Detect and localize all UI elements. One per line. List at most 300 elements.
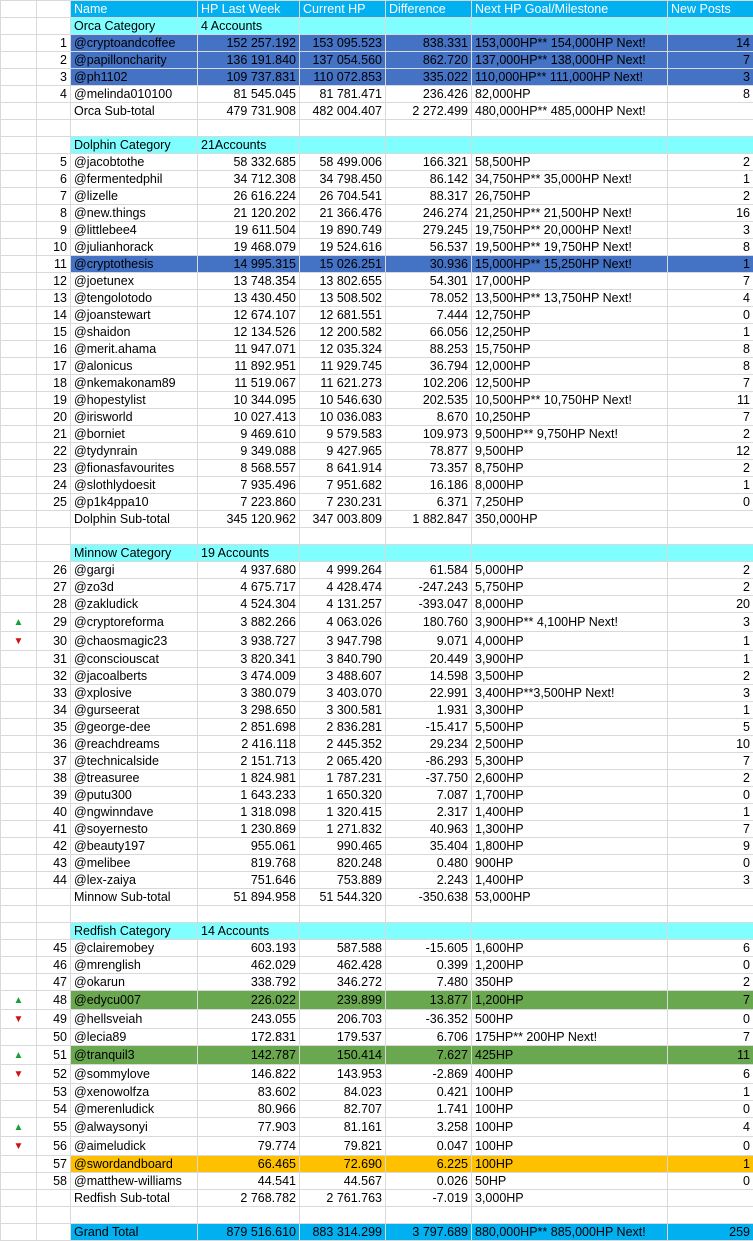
new-posts[interactable]: 1 bbox=[668, 651, 753, 668]
next-goal[interactable]: 10,250HP bbox=[472, 409, 668, 426]
empty-cell[interactable] bbox=[37, 1224, 71, 1241]
next-goal[interactable]: 21,250HP** 21,500HP Next! bbox=[472, 205, 668, 222]
hp-last-week[interactable]: 7 223.860 bbox=[198, 494, 300, 511]
next-goal[interactable]: 5,300HP bbox=[472, 753, 668, 770]
rank-down-icon[interactable] bbox=[1, 1137, 37, 1156]
account-name[interactable]: @beauty197 bbox=[71, 838, 198, 855]
account-name[interactable]: @technicalside bbox=[71, 753, 198, 770]
new-posts[interactable]: 0 bbox=[668, 1010, 753, 1029]
hp-difference[interactable]: 78.877 bbox=[386, 443, 472, 460]
next-goal[interactable]: 15,750HP bbox=[472, 341, 668, 358]
empty-cell[interactable] bbox=[1, 341, 37, 358]
hp-difference[interactable]: 862.720 bbox=[386, 52, 472, 69]
subtotal-hp-last-week[interactable]: 479 731.908 bbox=[198, 103, 300, 120]
new-posts[interactable]: 10 bbox=[668, 736, 753, 753]
next-goal[interactable]: 8,000HP bbox=[472, 477, 668, 494]
next-goal[interactable]: 100HP bbox=[472, 1118, 668, 1137]
next-goal[interactable]: 350HP bbox=[472, 974, 668, 991]
current-hp[interactable]: 137 054.560 bbox=[300, 52, 386, 69]
empty-cell[interactable] bbox=[1, 753, 37, 770]
account-name[interactable]: @reachdreams bbox=[71, 736, 198, 753]
new-posts[interactable]: 2 bbox=[668, 668, 753, 685]
rank-number[interactable]: 12 bbox=[37, 273, 71, 290]
new-posts[interactable]: 7 bbox=[668, 821, 753, 838]
hp-last-week[interactable]: 12 134.526 bbox=[198, 324, 300, 341]
hp-difference[interactable]: 838.331 bbox=[386, 35, 472, 52]
current-hp[interactable]: 10 546.630 bbox=[300, 392, 386, 409]
hp-difference[interactable]: 78.052 bbox=[386, 290, 472, 307]
hp-last-week[interactable]: 152 257.192 bbox=[198, 35, 300, 52]
empty-cell[interactable] bbox=[472, 923, 668, 940]
hp-difference[interactable]: -37.750 bbox=[386, 770, 472, 787]
empty-cell[interactable] bbox=[198, 528, 300, 545]
hp-last-week[interactable]: 146.822 bbox=[198, 1065, 300, 1084]
current-hp[interactable]: 1 650.320 bbox=[300, 787, 386, 804]
current-hp[interactable]: 19 890.749 bbox=[300, 222, 386, 239]
subtotal-current-hp[interactable]: 482 004.407 bbox=[300, 103, 386, 120]
empty-cell[interactable] bbox=[1, 719, 37, 736]
current-hp[interactable]: 7 230.231 bbox=[300, 494, 386, 511]
current-hp[interactable]: 179.537 bbox=[300, 1029, 386, 1046]
current-hp[interactable]: 9 427.965 bbox=[300, 443, 386, 460]
account-name[interactable]: @jacobtothe bbox=[71, 154, 198, 171]
new-posts[interactable]: 2 bbox=[668, 770, 753, 787]
rank-number[interactable]: 4 bbox=[37, 86, 71, 103]
rank-number[interactable]: 55 bbox=[37, 1118, 71, 1137]
hp-last-week[interactable]: 9 349.088 bbox=[198, 443, 300, 460]
empty-cell[interactable] bbox=[37, 889, 71, 906]
new-posts[interactable]: 1 bbox=[668, 1156, 753, 1173]
hp-last-week[interactable]: 4 675.717 bbox=[198, 579, 300, 596]
next-goal[interactable]: 12,000HP bbox=[472, 358, 668, 375]
rank-number[interactable]: 37 bbox=[37, 753, 71, 770]
new-posts[interactable]: 7 bbox=[668, 409, 753, 426]
subtotal-label[interactable]: Dolphin Sub-total bbox=[71, 511, 198, 528]
rank-number[interactable]: 46 bbox=[37, 957, 71, 974]
next-goal[interactable]: 26,750HP bbox=[472, 188, 668, 205]
empty-cell[interactable] bbox=[37, 1, 71, 18]
empty-cell[interactable] bbox=[1, 923, 37, 940]
account-name[interactable]: @alonicus bbox=[71, 358, 198, 375]
account-name[interactable]: @hopestylist bbox=[71, 392, 198, 409]
hp-difference[interactable]: 7.087 bbox=[386, 787, 472, 804]
rank-number[interactable]: 49 bbox=[37, 1010, 71, 1029]
new-posts[interactable]: 2 bbox=[668, 460, 753, 477]
hp-last-week[interactable]: 44.541 bbox=[198, 1173, 300, 1190]
hp-difference[interactable]: 2.243 bbox=[386, 872, 472, 889]
rank-number[interactable]: 11 bbox=[37, 256, 71, 273]
empty-cell[interactable] bbox=[1, 511, 37, 528]
rank-number[interactable]: 24 bbox=[37, 477, 71, 494]
next-goal[interactable]: 1,200HP bbox=[472, 957, 668, 974]
account-name[interactable]: @soyernesto bbox=[71, 821, 198, 838]
hp-difference[interactable]: 335.022 bbox=[386, 69, 472, 86]
rank-number[interactable]: 10 bbox=[37, 239, 71, 256]
rank-number[interactable]: 25 bbox=[37, 494, 71, 511]
empty-cell[interactable] bbox=[668, 528, 753, 545]
new-posts[interactable]: 7 bbox=[668, 273, 753, 290]
next-goal[interactable]: 110,000HP** 111,000HP Next! bbox=[472, 69, 668, 86]
new-posts[interactable]: 0 bbox=[668, 1101, 753, 1118]
hp-last-week[interactable]: 2 151.713 bbox=[198, 753, 300, 770]
current-hp[interactable]: 1 271.832 bbox=[300, 821, 386, 838]
next-goal[interactable]: 17,000HP bbox=[472, 273, 668, 290]
next-goal[interactable]: 900HP bbox=[472, 855, 668, 872]
rank-number[interactable]: 47 bbox=[37, 974, 71, 991]
header-difference[interactable]: Difference bbox=[386, 1, 472, 18]
new-posts[interactable]: 12 bbox=[668, 443, 753, 460]
hp-difference[interactable]: 2.317 bbox=[386, 804, 472, 821]
new-posts[interactable]: 8 bbox=[668, 358, 753, 375]
new-posts[interactable]: 7 bbox=[668, 1029, 753, 1046]
hp-difference[interactable]: 88.253 bbox=[386, 341, 472, 358]
category-title[interactable]: Redfish Category bbox=[71, 923, 198, 940]
account-name[interactable]: @borniet bbox=[71, 426, 198, 443]
next-goal[interactable]: 12,250HP bbox=[472, 324, 668, 341]
current-hp[interactable]: 2 445.352 bbox=[300, 736, 386, 753]
new-posts[interactable]: 9 bbox=[668, 838, 753, 855]
hp-last-week[interactable]: 2 416.118 bbox=[198, 736, 300, 753]
account-name[interactable]: @lecia89 bbox=[71, 1029, 198, 1046]
empty-cell[interactable] bbox=[1, 804, 37, 821]
empty-cell[interactable] bbox=[198, 120, 300, 137]
hp-last-week[interactable]: 3 298.650 bbox=[198, 702, 300, 719]
hp-difference[interactable]: 20.449 bbox=[386, 651, 472, 668]
current-hp[interactable]: 206.703 bbox=[300, 1010, 386, 1029]
rank-number[interactable]: 9 bbox=[37, 222, 71, 239]
account-name[interactable]: @xenowolfza bbox=[71, 1084, 198, 1101]
hp-difference[interactable]: 6.706 bbox=[386, 1029, 472, 1046]
hp-difference[interactable]: 13.877 bbox=[386, 991, 472, 1010]
empty-cell[interactable] bbox=[668, 103, 753, 120]
empty-cell[interactable] bbox=[472, 120, 668, 137]
rank-number[interactable]: 48 bbox=[37, 991, 71, 1010]
empty-cell[interactable] bbox=[37, 906, 71, 923]
rank-up-icon[interactable] bbox=[1, 1118, 37, 1137]
hp-last-week[interactable]: 21 120.202 bbox=[198, 205, 300, 222]
grand-total-hp-last-week[interactable]: 879 516.610 bbox=[198, 1224, 300, 1241]
new-posts[interactable]: 14 bbox=[668, 35, 753, 52]
next-goal[interactable]: 3,400HP**3,500HP Next! bbox=[472, 685, 668, 702]
hp-last-week[interactable]: 66.465 bbox=[198, 1156, 300, 1173]
empty-cell[interactable] bbox=[668, 889, 753, 906]
empty-cell[interactable] bbox=[1, 855, 37, 872]
hp-last-week[interactable]: 1 230.869 bbox=[198, 821, 300, 838]
next-goal[interactable]: 4,000HP bbox=[472, 632, 668, 651]
empty-cell[interactable] bbox=[1, 702, 37, 719]
hp-difference[interactable]: 0.047 bbox=[386, 1137, 472, 1156]
account-name[interactable]: @papilloncharity bbox=[71, 52, 198, 69]
rank-number[interactable]: 3 bbox=[37, 69, 71, 86]
account-name[interactable]: @zakludick bbox=[71, 596, 198, 613]
empty-cell[interactable] bbox=[1, 460, 37, 477]
new-posts[interactable]: 11 bbox=[668, 1046, 753, 1065]
new-posts[interactable]: 1 bbox=[668, 1084, 753, 1101]
next-goal[interactable]: 100HP bbox=[472, 1101, 668, 1118]
empty-cell[interactable] bbox=[668, 120, 753, 137]
hp-last-week[interactable]: 819.768 bbox=[198, 855, 300, 872]
empty-cell[interactable] bbox=[668, 545, 753, 562]
empty-cell[interactable] bbox=[37, 120, 71, 137]
grand-total-current-hp[interactable]: 883 314.299 bbox=[300, 1224, 386, 1241]
subtotal-next-goal[interactable]: 350,000HP bbox=[472, 511, 668, 528]
empty-cell[interactable] bbox=[1, 477, 37, 494]
hp-last-week[interactable]: 3 474.009 bbox=[198, 668, 300, 685]
current-hp[interactable]: 3 300.581 bbox=[300, 702, 386, 719]
hp-difference[interactable]: 1.931 bbox=[386, 702, 472, 719]
category-title[interactable]: Dolphin Category bbox=[71, 137, 198, 154]
rank-number[interactable]: 8 bbox=[37, 205, 71, 222]
empty-cell[interactable] bbox=[1, 239, 37, 256]
hp-last-week[interactable]: 226.022 bbox=[198, 991, 300, 1010]
account-name[interactable]: @lizelle bbox=[71, 188, 198, 205]
hp-last-week[interactable]: 8 568.557 bbox=[198, 460, 300, 477]
hp-difference[interactable]: 61.584 bbox=[386, 562, 472, 579]
account-name[interactable]: @merenludick bbox=[71, 1101, 198, 1118]
new-posts[interactable]: 0 bbox=[668, 957, 753, 974]
subtotal-current-hp[interactable]: 347 003.809 bbox=[300, 511, 386, 528]
new-posts[interactable]: 6 bbox=[668, 1065, 753, 1084]
next-goal[interactable]: 1,600HP bbox=[472, 940, 668, 957]
new-posts[interactable]: 8 bbox=[668, 86, 753, 103]
rank-number[interactable]: 5 bbox=[37, 154, 71, 171]
empty-cell[interactable] bbox=[668, 906, 753, 923]
rank-number[interactable]: 31 bbox=[37, 651, 71, 668]
next-goal[interactable]: 3,900HP** 4,100HP Next! bbox=[472, 613, 668, 632]
new-posts[interactable]: 0 bbox=[668, 787, 753, 804]
hp-last-week[interactable]: 3 820.341 bbox=[198, 651, 300, 668]
rank-number[interactable]: 2 bbox=[37, 52, 71, 69]
empty-cell[interactable] bbox=[1, 256, 37, 273]
rank-number[interactable]: 44 bbox=[37, 872, 71, 889]
hp-difference[interactable]: 6.225 bbox=[386, 1156, 472, 1173]
empty-cell[interactable] bbox=[1, 787, 37, 804]
empty-cell[interactable] bbox=[1, 18, 37, 35]
subtotal-difference[interactable]: 1 882.847 bbox=[386, 511, 472, 528]
subtotal-difference[interactable]: 2 272.499 bbox=[386, 103, 472, 120]
empty-cell[interactable] bbox=[1, 137, 37, 154]
hp-difference[interactable]: 54.301 bbox=[386, 273, 472, 290]
current-hp[interactable]: 110 072.853 bbox=[300, 69, 386, 86]
hp-last-week[interactable]: 3 938.727 bbox=[198, 632, 300, 651]
next-goal[interactable]: 58,500HP bbox=[472, 154, 668, 171]
empty-cell[interactable] bbox=[1, 957, 37, 974]
new-posts[interactable]: 7 bbox=[668, 375, 753, 392]
hp-last-week[interactable]: 13 748.354 bbox=[198, 273, 300, 290]
hp-last-week[interactable]: 79.774 bbox=[198, 1137, 300, 1156]
hp-difference[interactable]: 73.357 bbox=[386, 460, 472, 477]
next-goal[interactable]: 153,000HP** 154,000HP Next! bbox=[472, 35, 668, 52]
next-goal[interactable]: 1,800HP bbox=[472, 838, 668, 855]
current-hp[interactable]: 34 798.450 bbox=[300, 171, 386, 188]
hp-difference[interactable]: 7.444 bbox=[386, 307, 472, 324]
next-goal[interactable]: 100HP bbox=[472, 1084, 668, 1101]
grand-total-difference[interactable]: 3 797.689 bbox=[386, 1224, 472, 1241]
next-goal[interactable]: 425HP bbox=[472, 1046, 668, 1065]
current-hp[interactable]: 7 951.682 bbox=[300, 477, 386, 494]
empty-cell[interactable] bbox=[386, 137, 472, 154]
empty-cell[interactable] bbox=[300, 545, 386, 562]
next-goal[interactable]: 19,500HP** 19,750HP Next! bbox=[472, 239, 668, 256]
empty-cell[interactable] bbox=[1, 596, 37, 613]
empty-cell[interactable] bbox=[472, 545, 668, 562]
subtotal-hp-last-week[interactable]: 2 768.782 bbox=[198, 1190, 300, 1207]
empty-cell[interactable] bbox=[1, 290, 37, 307]
hp-difference[interactable]: 236.426 bbox=[386, 86, 472, 103]
new-posts[interactable]: 11 bbox=[668, 392, 753, 409]
empty-cell[interactable] bbox=[386, 545, 472, 562]
account-name[interactable]: @melibee bbox=[71, 855, 198, 872]
empty-cell[interactable] bbox=[37, 137, 71, 154]
rank-number[interactable]: 50 bbox=[37, 1029, 71, 1046]
empty-cell[interactable] bbox=[1, 52, 37, 69]
hp-last-week[interactable]: 10 344.095 bbox=[198, 392, 300, 409]
empty-cell[interactable] bbox=[1, 35, 37, 52]
hp-last-week[interactable]: 26 616.224 bbox=[198, 188, 300, 205]
current-hp[interactable]: 3 488.607 bbox=[300, 668, 386, 685]
hp-last-week[interactable]: 19 468.079 bbox=[198, 239, 300, 256]
new-posts[interactable]: 4 bbox=[668, 290, 753, 307]
empty-cell[interactable] bbox=[1, 545, 37, 562]
account-name[interactable]: @ngwinndave bbox=[71, 804, 198, 821]
header-name[interactable]: Name bbox=[71, 1, 198, 18]
rank-number[interactable]: 27 bbox=[37, 579, 71, 596]
account-name[interactable]: @slothlydoesit bbox=[71, 477, 198, 494]
account-name[interactable]: @tydynrain bbox=[71, 443, 198, 460]
new-posts[interactable]: 0 bbox=[668, 1173, 753, 1190]
current-hp[interactable]: 150.414 bbox=[300, 1046, 386, 1065]
empty-cell[interactable] bbox=[1, 1224, 37, 1241]
new-posts[interactable]: 16 bbox=[668, 205, 753, 222]
account-name[interactable]: @consciouscat bbox=[71, 651, 198, 668]
rank-number[interactable]: 18 bbox=[37, 375, 71, 392]
hp-difference[interactable]: 279.245 bbox=[386, 222, 472, 239]
rank-number[interactable]: 41 bbox=[37, 821, 71, 838]
hp-last-week[interactable]: 3 380.079 bbox=[198, 685, 300, 702]
hp-difference[interactable]: 88.317 bbox=[386, 188, 472, 205]
current-hp[interactable]: 81 781.471 bbox=[300, 86, 386, 103]
next-goal[interactable]: 100HP bbox=[472, 1137, 668, 1156]
empty-cell[interactable] bbox=[386, 528, 472, 545]
grand-total-label[interactable]: Grand Total bbox=[71, 1224, 198, 1241]
empty-cell[interactable] bbox=[1, 838, 37, 855]
next-goal[interactable]: 1,700HP bbox=[472, 787, 668, 804]
empty-cell[interactable] bbox=[386, 1207, 472, 1224]
account-name[interactable]: @ph1102 bbox=[71, 69, 198, 86]
hp-difference[interactable]: 166.321 bbox=[386, 154, 472, 171]
new-posts[interactable]: 2 bbox=[668, 154, 753, 171]
empty-cell[interactable] bbox=[300, 528, 386, 545]
current-hp[interactable]: 13 508.502 bbox=[300, 290, 386, 307]
next-goal[interactable]: 15,000HP** 15,250HP Next! bbox=[472, 256, 668, 273]
account-name[interactable]: @alwaysonyi bbox=[71, 1118, 198, 1137]
next-goal[interactable]: 400HP bbox=[472, 1065, 668, 1084]
hp-difference[interactable]: 56.537 bbox=[386, 239, 472, 256]
new-posts[interactable]: 0 bbox=[668, 1137, 753, 1156]
hp-last-week[interactable]: 751.646 bbox=[198, 872, 300, 889]
rank-number[interactable]: 56 bbox=[37, 1137, 71, 1156]
rank-number[interactable]: 22 bbox=[37, 443, 71, 460]
new-posts[interactable]: 1 bbox=[668, 632, 753, 651]
current-hp[interactable]: 12 681.551 bbox=[300, 307, 386, 324]
next-goal[interactable]: 3,500HP bbox=[472, 668, 668, 685]
rank-number[interactable]: 51 bbox=[37, 1046, 71, 1065]
empty-cell[interactable] bbox=[1, 528, 37, 545]
empty-cell[interactable] bbox=[1, 205, 37, 222]
new-posts[interactable]: 1 bbox=[668, 256, 753, 273]
new-posts[interactable]: 7 bbox=[668, 753, 753, 770]
current-hp[interactable]: 462.428 bbox=[300, 957, 386, 974]
current-hp[interactable]: 79.821 bbox=[300, 1137, 386, 1156]
empty-cell[interactable] bbox=[1, 974, 37, 991]
rank-number[interactable]: 17 bbox=[37, 358, 71, 375]
new-posts[interactable]: 0 bbox=[668, 307, 753, 324]
empty-cell[interactable] bbox=[1, 375, 37, 392]
hp-last-week[interactable]: 3 882.266 bbox=[198, 613, 300, 632]
empty-cell[interactable] bbox=[386, 120, 472, 137]
hp-difference[interactable]: 36.794 bbox=[386, 358, 472, 375]
empty-cell[interactable] bbox=[1, 651, 37, 668]
account-name[interactable]: @tengolotodo bbox=[71, 290, 198, 307]
header-next-goal[interactable]: Next HP Goal/Milestone bbox=[472, 1, 668, 18]
hp-last-week[interactable]: 11 947.071 bbox=[198, 341, 300, 358]
hp-difference[interactable]: -15.417 bbox=[386, 719, 472, 736]
rank-number[interactable]: 52 bbox=[37, 1065, 71, 1084]
next-goal[interactable]: 2,600HP bbox=[472, 770, 668, 787]
rank-down-icon[interactable] bbox=[1, 632, 37, 651]
empty-cell[interactable] bbox=[1, 1190, 37, 1207]
hp-last-week[interactable]: 10 027.413 bbox=[198, 409, 300, 426]
current-hp[interactable]: 143.953 bbox=[300, 1065, 386, 1084]
empty-cell[interactable] bbox=[1, 906, 37, 923]
account-name[interactable]: @p1k4ppa10 bbox=[71, 494, 198, 511]
empty-cell[interactable] bbox=[1, 273, 37, 290]
empty-cell[interactable] bbox=[1, 358, 37, 375]
rank-number[interactable]: 26 bbox=[37, 562, 71, 579]
hp-difference[interactable]: 7.627 bbox=[386, 1046, 472, 1065]
current-hp[interactable]: 44.567 bbox=[300, 1173, 386, 1190]
new-posts[interactable]: 3 bbox=[668, 222, 753, 239]
current-hp[interactable]: 4 999.264 bbox=[300, 562, 386, 579]
subtotal-difference[interactable]: -350.638 bbox=[386, 889, 472, 906]
hp-last-week[interactable]: 1 643.233 bbox=[198, 787, 300, 804]
account-name[interactable]: @hellsveiah bbox=[71, 1010, 198, 1029]
rank-number[interactable]: 20 bbox=[37, 409, 71, 426]
current-hp[interactable]: 26 704.541 bbox=[300, 188, 386, 205]
subtotal-label[interactable]: Minnow Sub-total bbox=[71, 889, 198, 906]
current-hp[interactable]: 990.465 bbox=[300, 838, 386, 855]
rank-number[interactable]: 34 bbox=[37, 702, 71, 719]
next-goal[interactable]: 137,000HP** 138,000HP Next! bbox=[472, 52, 668, 69]
hp-difference[interactable]: 40.963 bbox=[386, 821, 472, 838]
account-name[interactable]: @cryptothesis bbox=[71, 256, 198, 273]
account-name[interactable]: @melinda010100 bbox=[71, 86, 198, 103]
new-posts[interactable]: 3 bbox=[668, 872, 753, 889]
new-posts[interactable]: 0 bbox=[668, 855, 753, 872]
account-name[interactable]: @irisworld bbox=[71, 409, 198, 426]
category-account-count[interactable]: 19 Accounts bbox=[198, 545, 300, 562]
hp-difference[interactable]: -36.352 bbox=[386, 1010, 472, 1029]
empty-cell[interactable] bbox=[1, 1101, 37, 1118]
empty-cell[interactable] bbox=[300, 1207, 386, 1224]
new-posts[interactable]: 2 bbox=[668, 974, 753, 991]
hp-difference[interactable]: 6.371 bbox=[386, 494, 472, 511]
hp-last-week[interactable]: 19 611.504 bbox=[198, 222, 300, 239]
current-hp[interactable]: 753.889 bbox=[300, 872, 386, 889]
empty-cell[interactable] bbox=[472, 18, 668, 35]
hp-difference[interactable]: 180.760 bbox=[386, 613, 472, 632]
account-name[interactable]: @merit.ahama bbox=[71, 341, 198, 358]
